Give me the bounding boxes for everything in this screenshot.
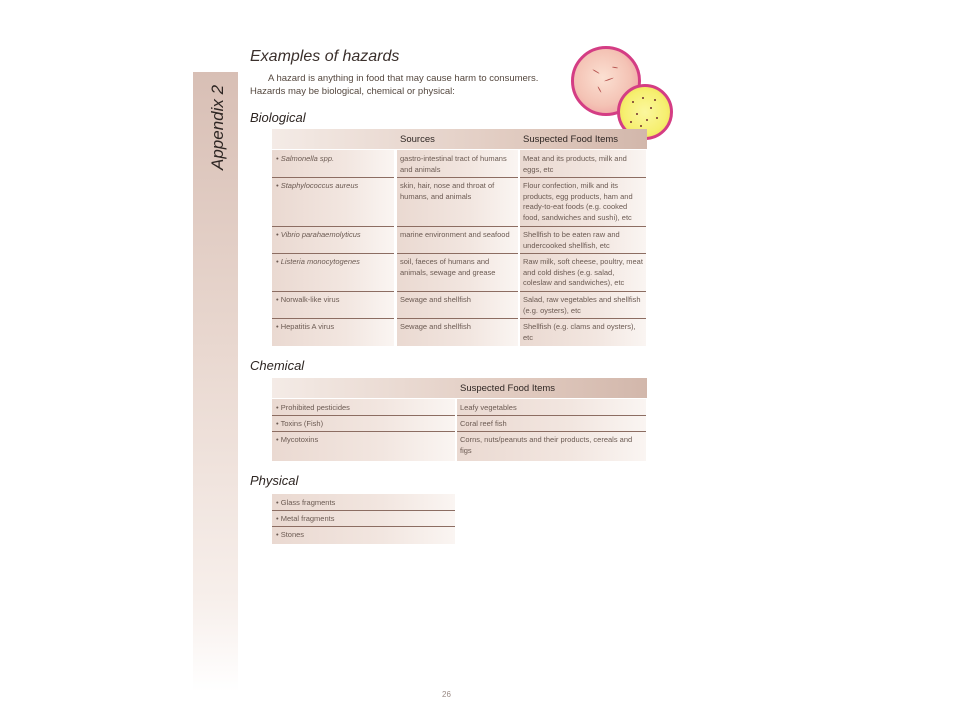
biological-col-sources: Sources — [400, 134, 435, 145]
table-cell-source: gastro-intestinal tract of humans and animals — [400, 154, 507, 174]
row-divider — [397, 291, 518, 292]
table-row: • Vibrio parahaemolyticus — [276, 230, 361, 239]
table-row: • Staphylococcus aureus — [276, 181, 359, 190]
section-physical-heading: Physical — [250, 473, 299, 488]
row-divider — [520, 226, 646, 227]
table-cell-items: Raw milk, soft cheese, poultry, meat and cold dishes (e.g. salad, coleslaw and sandwiches), etc — [523, 257, 643, 287]
row-divider — [457, 415, 646, 416]
bio-col-source-bg — [397, 150, 518, 346]
table-cell-items: Corns, nuts/peanuts and their products, cereals and figs — [460, 435, 633, 455]
page-title: Examples of hazards — [250, 48, 400, 65]
row-divider — [520, 318, 646, 319]
intro-line-1: A hazard is anything in food that may cause harm to consumers. — [268, 73, 539, 84]
table-cell-source: Sewage and shellfish — [400, 295, 471, 304]
section-biological-heading: Biological — [250, 110, 306, 125]
row-divider — [397, 253, 518, 254]
table-row: • Salmonella spp. — [276, 154, 335, 163]
table-cell-items: Leafy vegetables — [460, 403, 517, 412]
section-chemical-heading: Chemical — [250, 358, 305, 373]
row-divider — [397, 226, 518, 227]
table-cell-source: skin, hair, nose and throat of humans, and animals — [400, 181, 495, 201]
table-row: • Metal fragments — [276, 514, 335, 523]
table-row: • Listeria monocytogenes — [276, 257, 360, 266]
row-divider — [272, 177, 394, 178]
table-row: • Prohibited pesticides — [276, 403, 350, 412]
row-divider — [272, 291, 394, 292]
table-row: • Glass fragments — [276, 498, 336, 507]
row-divider — [272, 510, 455, 511]
table-cell-items: Flour confection, milk and its products, egg products, ham and ready-to-eat foods (e.g. cooked food, sandwiches and sushi), etc — [523, 181, 633, 222]
row-divider — [272, 318, 394, 319]
intro-text — [250, 72, 560, 98]
biological-col-items: Suspected Food Items — [523, 134, 619, 145]
chemical-col-items: Suspected Food Items — [460, 383, 556, 394]
table-row: • Norwalk-like virus — [276, 295, 340, 304]
table-row: • Stones — [276, 530, 305, 539]
table-row: • Mycotoxins — [276, 435, 319, 444]
row-divider — [272, 226, 394, 227]
row-divider — [520, 291, 646, 292]
row-divider — [272, 253, 394, 254]
intro-line-2: Hazards may be biological, chemical or physical: — [250, 86, 455, 97]
row-divider — [272, 431, 455, 432]
table-row: • Hepatitis A virus — [276, 322, 335, 331]
row-divider — [520, 253, 646, 254]
row-divider — [520, 177, 646, 178]
table-row: • Toxins (Fish) — [276, 419, 324, 428]
page-number: 26 — [442, 690, 451, 699]
appendix-label: Appendix 2 — [208, 84, 227, 170]
table-cell-items: Shellfish (e.g. clams and oysters), etc — [523, 322, 636, 342]
table-cell-items: Shellfish to be eaten raw and undercooked shellfish, etc — [523, 230, 620, 250]
row-divider — [457, 431, 646, 432]
table-cell-items: Salad, raw vegetables and shellfish (e.g. oysters), etc — [523, 295, 641, 315]
table-cell-source: soil, faeces of humans and animals, sewage and grease — [400, 257, 496, 277]
row-divider — [397, 177, 518, 178]
table-cell-items: Coral reef fish — [460, 419, 507, 428]
bio-col-agent-bg — [272, 150, 394, 346]
row-divider — [272, 526, 455, 527]
table-cell-source: marine environment and seafood — [400, 230, 510, 239]
table-cell-items: Meat and its products, milk and eggs, etc — [523, 154, 627, 174]
row-divider — [272, 415, 455, 416]
row-divider — [397, 318, 518, 319]
table-cell-source: Sewage and shellfish — [400, 322, 471, 331]
